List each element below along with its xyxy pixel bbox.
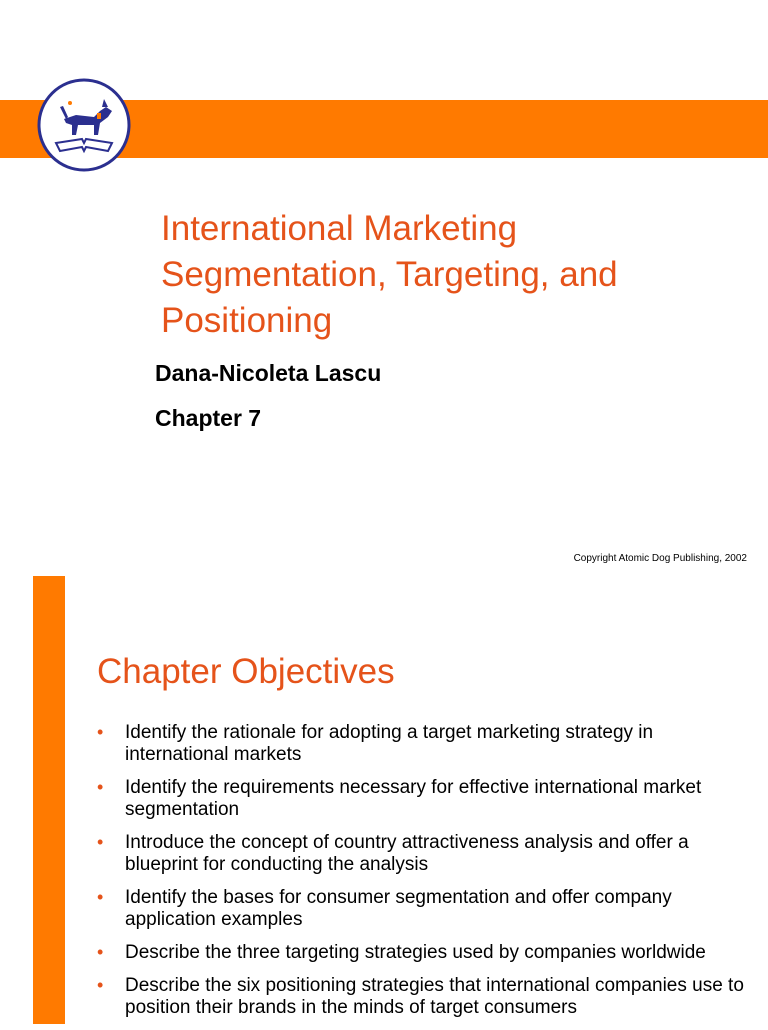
objectives-list: [97, 722, 757, 1030]
copyright-notice: Copyright Atomic Dog Publishing, 2002: [573, 553, 747, 564]
objectives-slide: [0, 576, 768, 1024]
list-item: [97, 887, 757, 931]
title-line: Segmentation, Targeting, and: [161, 255, 618, 294]
bullet-text: Describe the three targeting strategies used by companies worldwide: [125, 942, 706, 963]
bullet-icon: •: [97, 887, 104, 907]
list-item: [97, 722, 757, 766]
bullet-icon: •: [97, 942, 104, 962]
bullet-text: Identify the bases for consumer segmentation and offer company application examples: [125, 887, 672, 930]
bullet-text: Identify the rationale for adopting a target marketing strategy in international markets: [125, 722, 654, 765]
objectives-title: Chapter Objectives: [97, 652, 395, 691]
list-item: [97, 832, 757, 876]
bullet-text: Identify the requirements necessary for effective international market segmentation: [125, 777, 702, 820]
chapter-label: Chapter 7: [155, 405, 262, 431]
title-line: International Marketing: [161, 209, 518, 248]
dog-on-book-logo-icon: [36, 77, 132, 173]
author-name: Dana-Nicoleta Lascu: [155, 360, 382, 386]
bullet-text: Introduce the concept of country attractiveness analysis and offer a blueprint for conducting the analysis: [125, 832, 689, 875]
presentation-title: [161, 206, 751, 344]
list-item: [97, 942, 757, 964]
list-item: [97, 975, 757, 1019]
title-line: Positioning: [161, 301, 333, 340]
list-item: [97, 777, 757, 821]
bullet-icon: •: [97, 832, 104, 852]
bullet-icon: •: [97, 722, 104, 742]
bullet-icon: •: [97, 975, 104, 995]
bullet-text: Describe the six positioning strategies that international companies use to position their brands in the minds of target consumers: [125, 975, 744, 1018]
bullet-icon: •: [97, 777, 104, 797]
side-accent-bar: [33, 576, 65, 1024]
